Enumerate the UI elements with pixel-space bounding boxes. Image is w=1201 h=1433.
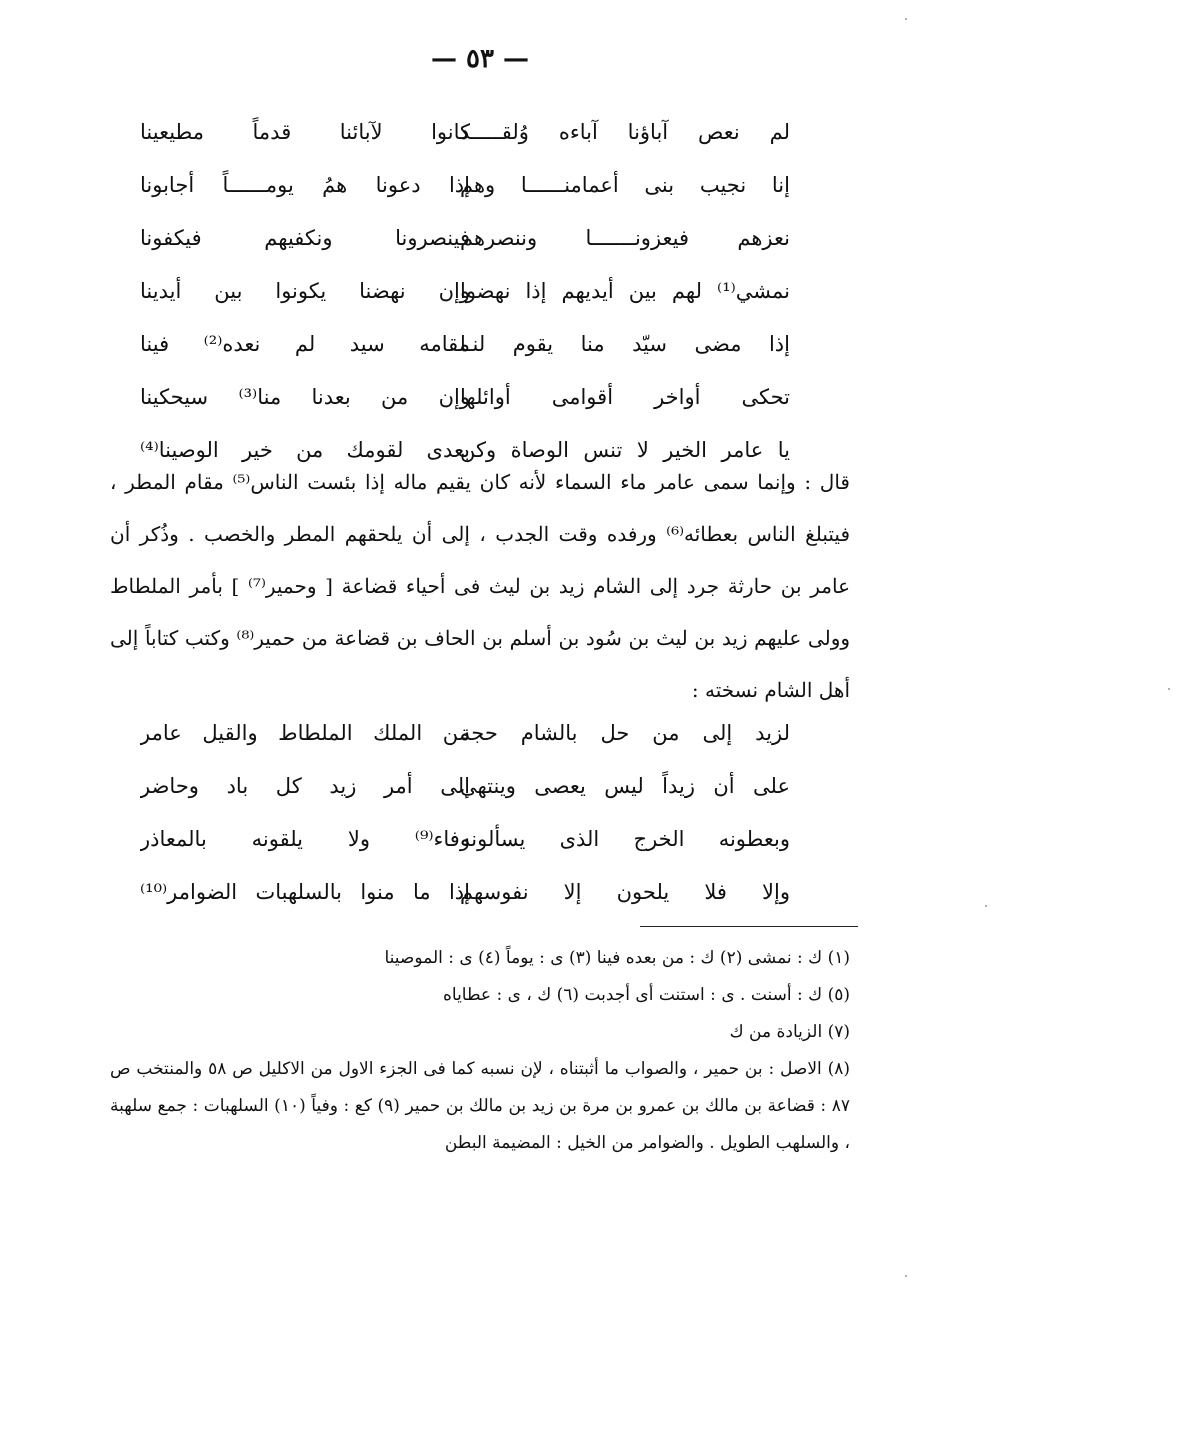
verse-second-hemistich: وفاء⁽⁹⁾ ولا يلقونه بالمعاذر	[140, 827, 470, 851]
verse-first-hemistich: وبعطونه الخرج الذى يسألونه	[460, 827, 790, 851]
verse-second-hemistich: بعدى لقومك من خير الوصينا⁽⁴⁾	[140, 438, 470, 462]
verse-line	[130, 212, 820, 265]
poem-block-1	[130, 106, 820, 477]
verse-line	[130, 813, 820, 866]
verse-second-hemistich: فينصرونا ونكفيهم فيكفونا	[140, 226, 470, 250]
prose-paragraph: قال : وإنما سمى عامر ماء السماء لأنه كان يقيم ماله إذا بئست الناس⁽⁵⁾ مقام المطر ، فيتبلغ الناس بعطائه⁽⁶⁾ ورفده وقت الجدب ، إلى أن يلحقهم المطر والخصب . وذُكر أن عامر بن حارثة جرد إلى الشام زيد بن ليث فى أحياء قضاعة [ وحمير⁽⁷⁾ ] بأمر الملطاط وولى عليهم زيد بن ليث بن سُود بن أسلم بن الحاف بن قضاعة من حمير⁽⁸⁾ وكتب كتاباً إلى أهل الشام نسخته :	[110, 470, 851, 702]
poem-block-2	[130, 707, 820, 919]
verse-second-hemistich: وإن نهضنا يكونوا بين أيدينا	[140, 279, 470, 303]
verse-line	[130, 318, 820, 371]
verse-line	[130, 371, 820, 424]
scan-speck	[905, 1275, 907, 1277]
footnote-line: (٥) ك : أسنت . ى : استنت أى أجدبت (٦) ك ، ى : عطاياه	[442, 985, 850, 1005]
verse-first-hemistich: إنا نجيب بنى أعمامنــــــا وهم	[460, 173, 790, 197]
verse-second-hemistich: إذا ما منوا بالسلهبات الضوامر⁽¹⁰⁾	[140, 880, 470, 904]
verse-line	[130, 265, 820, 318]
footnote-line: (٧) الزيادة من ك	[729, 1022, 850, 1042]
verse-second-hemistich: من الملك الملطاط والقيل عامر	[140, 721, 470, 745]
verse-first-hemistich: تحكى أواخر أقوامى أوائلها	[460, 385, 790, 409]
page-number: — ٥٣ —	[430, 44, 530, 74]
scan-speck	[1168, 688, 1170, 690]
verse-first-hemistich: يا عامر الخير لا تنس الوصاة وكن	[460, 438, 790, 462]
verse-line	[130, 707, 820, 760]
verse-second-hemistich: كانوا لآبائنا قدماً مطيعينا	[140, 120, 470, 144]
verse-first-hemistich: نعزهم فيعزونـــــــا وننصرهم	[460, 226, 790, 250]
verse-second-hemistich: وإن من بعدنا منا⁽³⁾ سيحكينا	[140, 385, 470, 409]
verse-line	[130, 866, 820, 919]
verse-second-hemistich: إذا دعونا همُ يومــــــاً أجابونا	[140, 173, 470, 197]
verse-first-hemistich: إذا مضى سيّد منا يقوم لنـا	[460, 332, 790, 356]
scan-speck	[905, 18, 907, 20]
verse-first-hemistich: وإلا فلا يلحون إلا نفوسهم	[460, 880, 790, 904]
footnote-line: (١) ك : نمشى (٢) ك : من بعده فينا (٣) ى : يوماً (٤) ى : الموصينا	[384, 948, 850, 968]
footnotes	[110, 940, 850, 1162]
verse-first-hemistich: نمشي⁽¹⁾ لهم بين أيديهم إذا نهضوا	[460, 279, 790, 303]
verse-line	[130, 106, 820, 159]
verse-line	[130, 159, 820, 212]
verse-line	[130, 760, 820, 813]
scan-speck	[985, 905, 987, 907]
verse-first-hemistich: لزيد إلى من حل بالشام حجة	[460, 721, 790, 745]
verse-first-hemistich: على أن زيداً ليس يعصى وينتهى	[460, 774, 790, 798]
prose-paragraph-block	[110, 456, 850, 716]
footnote-line: (٨) الاصل : بن حمير ، والصواب ما أثبتناه ، لإن نسبه كما فى الجزء الاول من الاكليل ص ٥٨ والمنتخب ص ٨٧ : قضاعة بن مالك بن عمرو بن مرة بن زيد بن مالك بن حمير (٩) كع : وفياً (١٠) السلهبات : جمع سلهبة ، والسلهب الطويل . والضوامر من الخيل : المضيمة البطن	[110, 1059, 850, 1153]
verse-second-hemistich: مقامه سيد لم نعده⁽²⁾ فينا	[140, 332, 470, 356]
footnote-divider	[640, 926, 858, 927]
verse-second-hemistich: إلى أمر زيد كل باد وحاضر	[140, 774, 470, 798]
verse-first-hemistich: لم نعص آباؤنا آباءه وُلقـــــد	[460, 120, 790, 144]
